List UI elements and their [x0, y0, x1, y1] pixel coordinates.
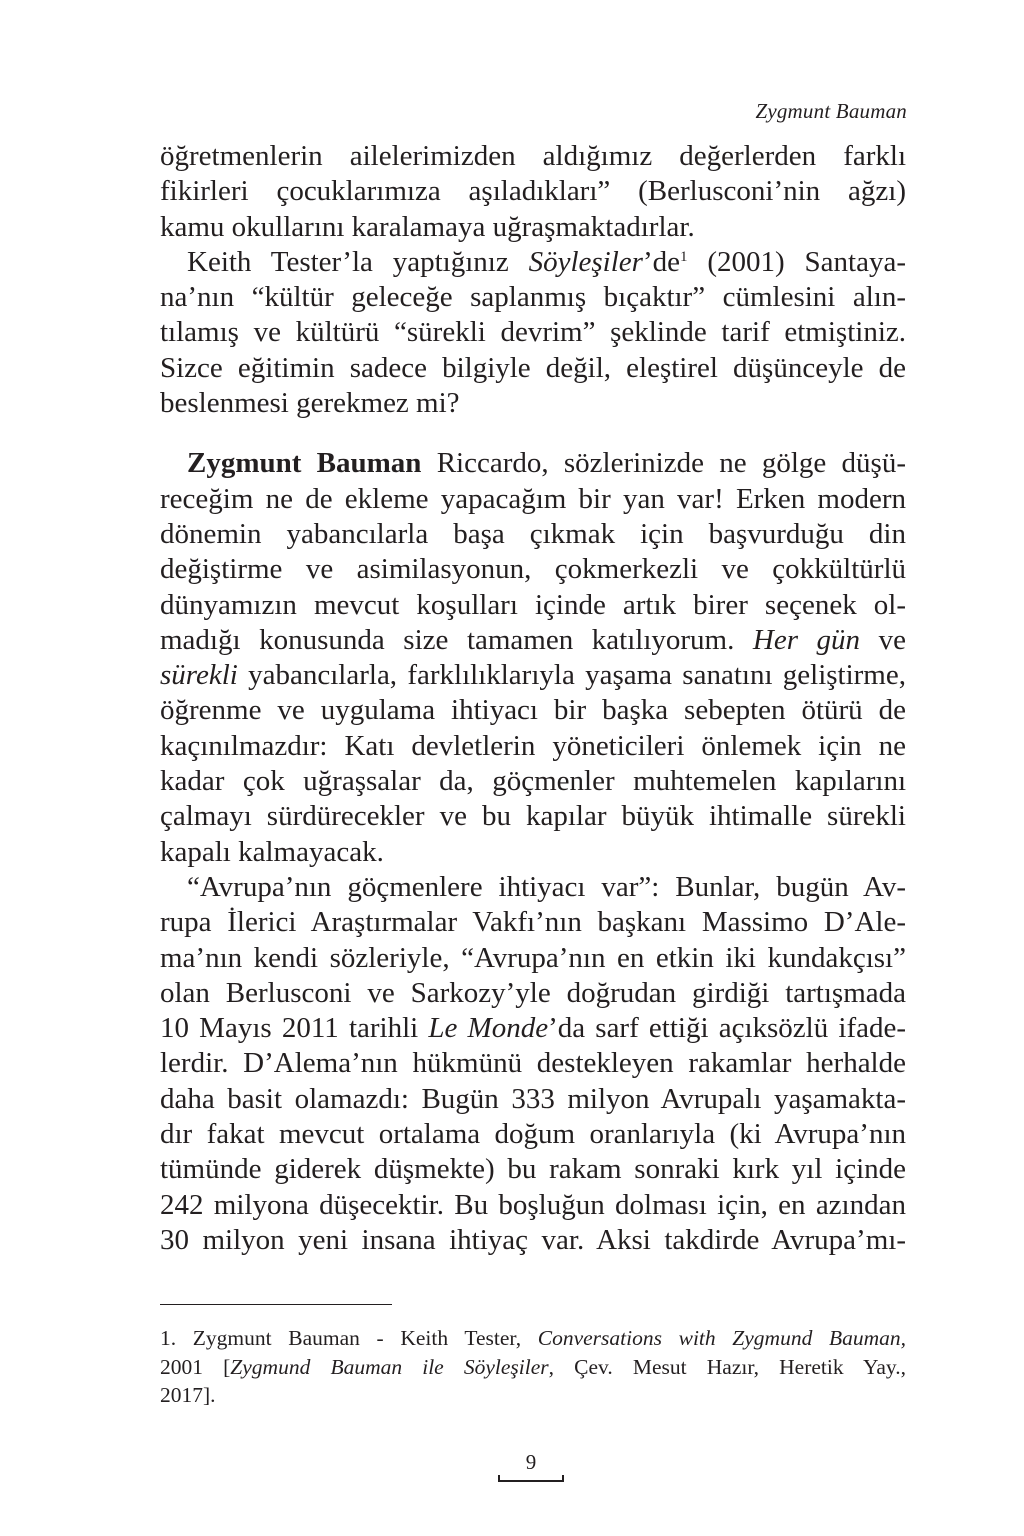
footnote-reference: 1 [679, 248, 688, 265]
text-line: dönemin yabancılarla başa çıkmak için başvurduğu din [160, 517, 906, 550]
text-line: kamu okullarını karalamaya uğraşmaktadırlar. [160, 210, 695, 243]
text-line: Keith Tester’la yaptığınız $Söyleşiler’de^1$ (2001) Santaya- [187, 245, 906, 278]
text-line: daha basit olamazdı: Bugün 333 milyon Avrupalı yaşamakta- [160, 1082, 906, 1115]
text-line: fikirleri çocuklarımıza aşıladıkları” (Berlusconi’nin ağzı) [160, 175, 906, 208]
text-line: na’nın “kültür geleceğe saplanmış bıçaktır” cümlesini alın- [160, 281, 906, 314]
page-number-tick-right [562, 1475, 564, 1482]
text-line: dünyamızın mevcut koşulları içinde artık birer seçenek ol- [160, 588, 906, 621]
footnote-line: 1. Zygmunt Bauman - Keith Tester, Conversations with Zygmund Bauman, [160, 1326, 907, 1350]
page-number-tick-left [498, 1475, 500, 1482]
page-number-rule [498, 1480, 564, 1482]
text-line: dır fakat mevcut ortalama doğum oranlarıyla (ki Avrupa’nın [160, 1118, 906, 1151]
text-line: öğrenme ve uygulama ihtiyacı bir başka sebepten ötürü de [160, 694, 906, 727]
text-line: öğretmenlerin ailelerimizden aldığımız değerlerden farklı [160, 140, 906, 172]
book-title-italic: Söyleşiler [528, 245, 643, 278]
emphasis-italic: Her gün [752, 623, 861, 656]
text-line: kaçınılmazdır: Katı devletlerin yöneticileri önlemek için ne [160, 729, 906, 762]
text-line: “Avrupa’nın göçmenlere ihtiyacı var”: Bunlar, bugün Av- [187, 870, 906, 903]
footnote-title-tr: Zygmund Bauman ile Söyleşiler [230, 1354, 549, 1379]
text-line: Zygmunt Bauman Riccardo, sözlerinizde ne gölge düşü- [187, 447, 907, 480]
text-line: değiştirme ve asimilasyonun, çokmerkezli ve çokkültürlü [160, 553, 906, 586]
text-line: receğim ne de ekleme yapacağım bir yan var! Erken modern [160, 482, 906, 515]
text-line: tümünde giderek düşmekte) bu rakam sonraki kırk yıl içinde [160, 1153, 906, 1186]
text-line: olan Berlusconi ve Sarkozy’yle doğrudan girdiği tartışmada [160, 976, 906, 1009]
text-line: Sizce eğitimin sadece bilgiyle değil, eleştirel düşünceyle de [160, 351, 906, 384]
text-line: 30 milyon yeni insana ihtiyaç var. Aksi takdirde Avrupa’mı- [160, 1223, 906, 1256]
body-text [160, 139, 906, 1258]
text-line: beslenmesi gerekmez mi? [160, 387, 460, 420]
text-line: tılamış ve kültürü “sürekli devrim” şeklinde tarif etmiştiniz. [160, 316, 906, 349]
paragraph-gap [160, 421, 906, 446]
text-line: kadar çok uğraşsalar da, göçmenler muhtemelen kapılarını [160, 765, 906, 798]
emphasis-italic: sürekli [160, 659, 238, 692]
text-line: madığı konusunda size tamamen katılıyorum. Her gün ve [160, 623, 906, 656]
footnote-divider [160, 1304, 392, 1305]
footnote-line: 2017]. [160, 1383, 216, 1407]
running-head: Zygmunt Bauman [755, 99, 907, 123]
speaker-name: Zygmunt Bauman [187, 447, 422, 480]
text-line: 242 milyona düşecektir. Bu boşluğun dolması için, en azından [160, 1188, 906, 1221]
text-line: rupa İlerici Araştırmalar Vakfı’nın başkanı Massimo D’Ale- [160, 906, 906, 939]
text-line: kapalı kalmayacak. [160, 835, 384, 868]
text-line: sürekli yabancılarla, farklılıklarıyla yaşama sanatını geliştirme, [160, 659, 906, 692]
footnote-line: 2001 [Zygmund Bauman ile Söyleşiler, Çev. Mesut Hazır, Heretik Yay., [160, 1354, 906, 1379]
footnote-title-en: Conversations with Zygmund Bauman, [537, 1326, 907, 1350]
text-line: ma’nın kendi sözleriyle, “Avrupa’nın en etkin iki kundakçısı” [160, 941, 906, 974]
footnote [160, 1324, 906, 1410]
text-line: 10 Mayıs 2011 tarihli Le Monde’da sarf ettiği açıksözlü ifade- [160, 1012, 906, 1045]
text-line: lerdir. D’Alema’nın hükmünü destekleyen rakamlar herhalde [160, 1047, 906, 1080]
newspaper-title-italic: Le Monde [428, 1012, 549, 1045]
page-number-ornament [498, 1450, 564, 1482]
page-number: 9 [525, 1450, 537, 1474]
text-line: çalmayı sürdürecekler ve bu kapılar büyük ihtimalle sürekli [160, 800, 906, 833]
